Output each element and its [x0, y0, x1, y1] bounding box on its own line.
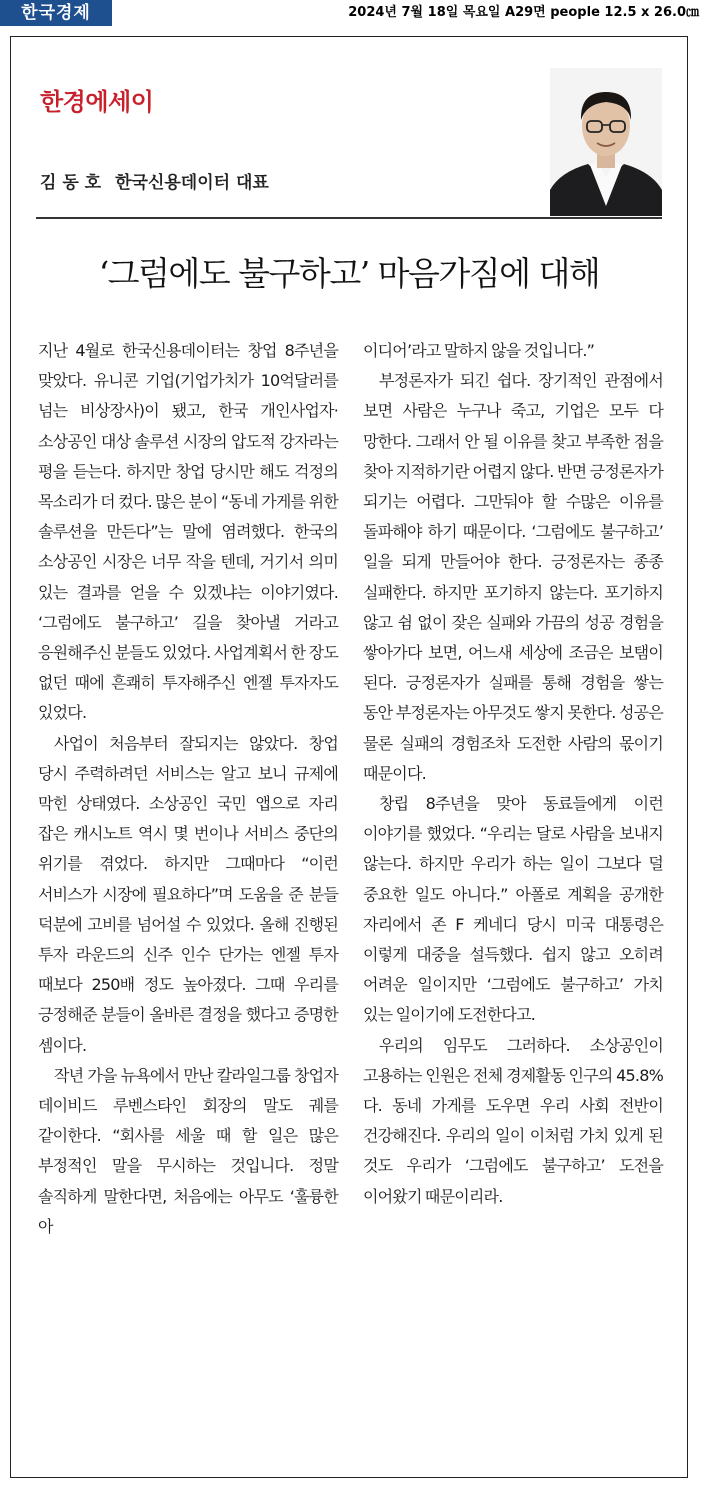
edition-info: 2024년 7월 18일 목요일 A29면 people 12.5 x 26.0㎝	[348, 5, 699, 20]
paragraph: 창립 8주년을 맞아 동료들에게 이런 이야기를 했었다. “우리는 달로 사람을 보내지 않는다. 하지만 우리가 하는 일이 그보다 덜 중요한 일도 아니다.” 아폴로 계획을 공개한 자리에서 존 F 케네디 당시 미국 대통령은 이렇게 대중을 설득했다. 쉽지 않고 오히려 어려운 일이지만 ‘그럼에도 불구하고’ 가치 있는 일이기에 도전한다고.	[363, 794, 663, 1025]
header-divider	[36, 217, 662, 219]
author-portrait	[550, 68, 662, 216]
paper-name: 한국경제	[0, 0, 112, 26]
paragraph: 이디어’라고 말하지 않을 것입니다.”	[363, 341, 595, 360]
portrait-illustration	[550, 68, 662, 216]
paragraph: 부정론자가 되긴 쉽다. 장기적인 관점에서 보면 사람은 누구나 죽고, 기업은 모두 다 망한다. 그래서 안 될 이유를 찾고 부족한 점을 찾아 지적하기란 어렵지 않다. 반면 긍정론자가 되기는 어렵다. 그만둬야 할 수많은 이유를 돌파해야 하기 때문이다. ‘그럼에도 불구하고’ 일을 되게 만들어야 한다. 긍정론자는 종종 실패한다. 하지만 포기하지 않는다. 포기하지 않고 쉼 없이 잦은 실패와 가끔의 성공 경험을 쌓아가다 보면, 어느새 세상에 조금은 보탬이 된다. 긍정론자가 실패를 통해 경험을 쌓는 동안 부정론자는 아무것도 쌓지 못한다. 성공은 물론 실패의 경험조차 도전한 사람의 몫이기 때문이다.	[363, 371, 663, 783]
masthead	[0, 0, 703, 26]
column-name: 한경에세이	[40, 88, 154, 116]
author-title: 한국신용데이터 대표	[115, 173, 269, 193]
paragraph: 사업이 처음부터 잘되지는 않았다. 창업 당시 주력하려던 서비스는 알고 보니 규제에 막힌 상태였다. 소상공인 국민 앱으로 자리 잡은 캐시노트 역시 몇 번이나 서비스 중단의 위기를 겪었다. 하지만 그때마다 “이런 서비스가 시장에 필요하다”며 도움을 준 분들 덕분에 고비를 넘어설 수 있었다. 올해 진행된 투자 라운드의 신주 인수 단가는 엔젤 투자 때보다 250배 정도 높아졌다. 그때 우리를 긍정해준 분들이 올바른 결정을 했다고 증명한 셈이다.	[38, 733, 338, 1055]
body-column-left	[38, 336, 338, 1242]
paragraph: 작년 가을 뉴욕에서 만난 칼라일그룹 창업자 데이비드 루벤스타인 회장의 말도 궤를 같이한다. “회사를 세울 때 할 일은 많은 부정적인 말을 무시하는 것입니다. 정말 솔직하게 말한다면, 처음에는 아무도 ‘훌륭한 아	[38, 1065, 338, 1236]
paragraph: 지난 4월로 한국신용데이터는 창업 8주년을 맞았다. 유니콘 기업(기업가치가 10억달러를 넘는 비상장사)이 됐고, 한국 개인사업자·소상공인 대상 솔루션 시장의 압도적 강자라는 평을 듣는다. 하지만 창업 당시만 해도 걱정의 목소리가 더 컸다. 많은 분이 “동네 가게를 위한 솔루션을 만든다”는 말에 염려했다. 한국의 소상공인 시장은 너무 작을 텐데, 거기서 의미 있는 결과를 얻을 수 있겠냐는 이야기였다. ‘그럼에도 불구하고’ 길을 찾아낼 거라고 응원해주신 분들도 있었다. 사업계획서 한 장도 없던 때에 흔쾌히 투자해주신 엔젤 투자자도 있었다.	[38, 341, 338, 723]
body-column-right	[363, 336, 663, 1212]
paragraph: 우리의 임무도 그러하다. 소상공인이 고용하는 인원은 전체 경제활동 인구의 45.8%다. 동네 가게를 도우면 우리 사회 전반이 건강해진다. 우리의 일이 이처럼 가치 있게 된 것도 우리가 ‘그럼에도 불구하고’ 도전을 이어왔기 때문이리라.	[363, 1035, 663, 1206]
headline: ‘그럼에도 불구하고’ 마음가짐에 대해	[98, 254, 600, 293]
author-name: 김 동 호	[40, 173, 102, 193]
author-byline	[40, 168, 269, 193]
